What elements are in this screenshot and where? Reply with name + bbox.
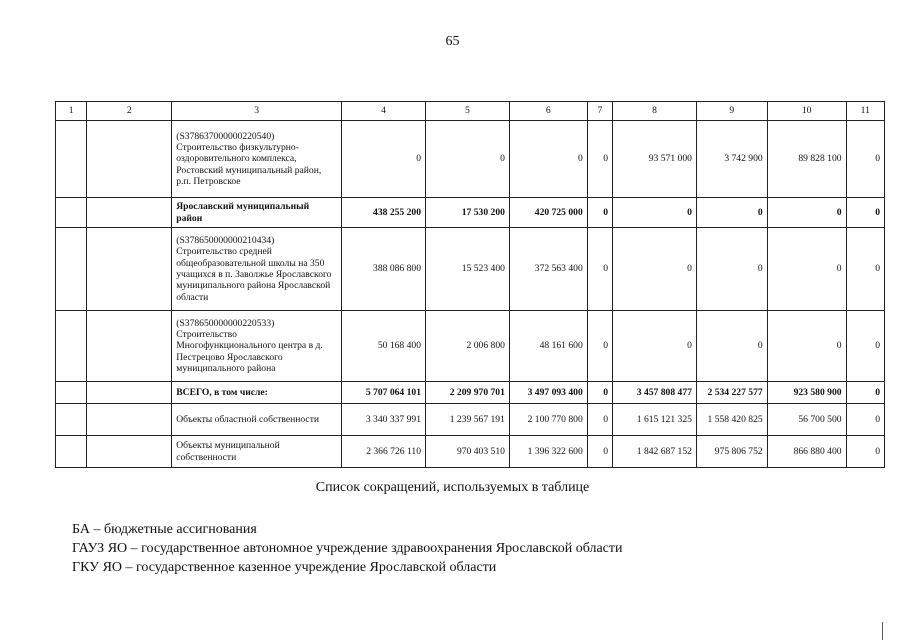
row-code-cell (87, 382, 172, 404)
scan-mark (882, 622, 883, 640)
amount-cell: 1 842 687 152 (613, 436, 697, 468)
amount-cell: 0 (587, 436, 612, 468)
amount-cell: 93 571 000 (613, 121, 697, 198)
abbreviations-list (72, 520, 623, 577)
amount-cell: 3 340 337 991 (342, 404, 426, 436)
amount-cell: 17 530 200 (426, 198, 510, 228)
amount-cell: 0 (846, 311, 884, 382)
amount-cell: 0 (587, 228, 612, 311)
amount-cell: 438 255 200 (342, 198, 426, 228)
abbreviation-item: ГАУЗ ЯО – государственное автономное учреждение здравоохранения Ярославской области (72, 541, 623, 556)
row-code-cell (87, 436, 172, 468)
amount-cell: 0 (426, 121, 510, 198)
amount-cell: 923 580 900 (767, 382, 846, 404)
amount-cell: 50 168 400 (342, 311, 426, 382)
object-name-cell: Объекты муниципальной собственности (172, 436, 342, 468)
amount-cell: 0 (846, 436, 884, 468)
amount-cell: 3 497 093 400 (509, 382, 587, 404)
row-code-cell (87, 121, 172, 198)
amount-cell: 1 558 420 825 (696, 404, 767, 436)
amount-cell: 56 700 500 (767, 404, 846, 436)
amount-cell: 15 523 400 (426, 228, 510, 311)
amount-cell: 0 (767, 228, 846, 311)
column-header: 4 (342, 102, 426, 121)
table-row (56, 121, 885, 198)
column-header: 1 (56, 102, 87, 121)
row-number-cell (56, 382, 87, 404)
column-header: 6 (509, 102, 587, 121)
amount-cell: 0 (613, 311, 697, 382)
amount-cell: 0 (587, 404, 612, 436)
table-row (56, 404, 885, 436)
object-name-cell: (S378650000000220533) Строительство Многофункционального центра в д. Пестрецово Ярославского муниципального района (172, 311, 342, 382)
amount-cell: 0 (846, 382, 884, 404)
amount-cell: 0 (696, 228, 767, 311)
amount-cell: 2 100 770 800 (509, 404, 587, 436)
amount-cell: 3 742 900 (696, 121, 767, 198)
row-number-cell (56, 121, 87, 198)
amount-cell: 0 (767, 198, 846, 228)
amount-cell: 420 725 000 (509, 198, 587, 228)
row-number-cell (56, 436, 87, 468)
amount-cell: 1 239 567 191 (426, 404, 510, 436)
column-header: 11 (846, 102, 884, 121)
amount-cell: 388 086 800 (342, 228, 426, 311)
amount-cell: 970 403 510 (426, 436, 510, 468)
row-code-cell (87, 228, 172, 311)
table-header-row (56, 102, 885, 121)
object-name-cell: (S378637000000220540) Строительство физкультурно-оздоровительного комплекса, Ростовский муниципальный район, р.п. Петровское (172, 121, 342, 198)
table-row (56, 228, 885, 311)
amount-cell: 0 (613, 228, 697, 311)
object-name-cell: Ярославский муниципальный район (172, 198, 342, 228)
object-name-cell: Объекты областной собственности (172, 404, 342, 436)
amount-cell: 2 209 970 701 (426, 382, 510, 404)
abbreviation-item: ГКУ ЯО – государственное казенное учреждение Ярославской области (72, 560, 497, 575)
row-number-cell (56, 228, 87, 311)
table-row (56, 198, 885, 228)
column-header: 8 (613, 102, 697, 121)
amount-cell: 5 707 064 101 (342, 382, 426, 404)
amount-cell: 0 (846, 228, 884, 311)
row-number-cell (56, 198, 87, 228)
amount-cell: 0 (846, 121, 884, 198)
column-header: 2 (87, 102, 172, 121)
table-row (56, 382, 885, 404)
row-number-cell (56, 311, 87, 382)
column-header: 10 (767, 102, 846, 121)
amount-cell: 0 (767, 311, 846, 382)
amount-cell: 866 880 400 (767, 436, 846, 468)
amount-cell: 0 (342, 121, 426, 198)
amount-cell: 0 (587, 121, 612, 198)
amount-cell: 2 006 800 (426, 311, 510, 382)
amount-cell: 0 (613, 198, 697, 228)
abbreviation-item: БА – бюджетные ассигнования (72, 522, 257, 537)
table-row (56, 311, 885, 382)
amount-cell: 48 161 600 (509, 311, 587, 382)
page-number: 65 (445, 34, 460, 49)
object-name-cell: (S378650000000210434) Строительство средней общеобразовательной школы на 350 учащихся в п. Заволжье Ярославского муниципального района Ярославской области (172, 228, 342, 311)
row-number-cell (56, 404, 87, 436)
table-body (56, 121, 885, 468)
amount-cell: 1 396 322 600 (509, 436, 587, 468)
row-code-cell (87, 404, 172, 436)
object-name-cell: ВСЕГО, в том числе: (172, 382, 342, 404)
amount-cell: 0 (846, 198, 884, 228)
amount-cell: 975 806 752 (696, 436, 767, 468)
amount-cell: 0 (509, 121, 587, 198)
amount-cell: 0 (846, 404, 884, 436)
budget-table (55, 101, 885, 468)
row-code-cell (87, 198, 172, 228)
amount-cell: 0 (696, 311, 767, 382)
amount-cell: 372 563 400 (509, 228, 587, 311)
amount-cell: 2 366 726 110 (342, 436, 426, 468)
amount-cell: 0 (696, 198, 767, 228)
table-row (56, 436, 885, 468)
column-header: 5 (426, 102, 510, 121)
amount-cell: 2 534 227 577 (696, 382, 767, 404)
column-header: 3 (172, 102, 342, 121)
abbreviations-caption: Список сокращений, используемых в таблице (315, 480, 590, 495)
amount-cell: 1 615 121 325 (613, 404, 697, 436)
amount-cell: 0 (587, 382, 612, 404)
column-header: 9 (696, 102, 767, 121)
row-code-cell (87, 311, 172, 382)
amount-cell: 3 457 808 477 (613, 382, 697, 404)
amount-cell: 89 828 100 (767, 121, 846, 198)
amount-cell: 0 (587, 198, 612, 228)
amount-cell: 0 (587, 311, 612, 382)
column-header: 7 (587, 102, 612, 121)
